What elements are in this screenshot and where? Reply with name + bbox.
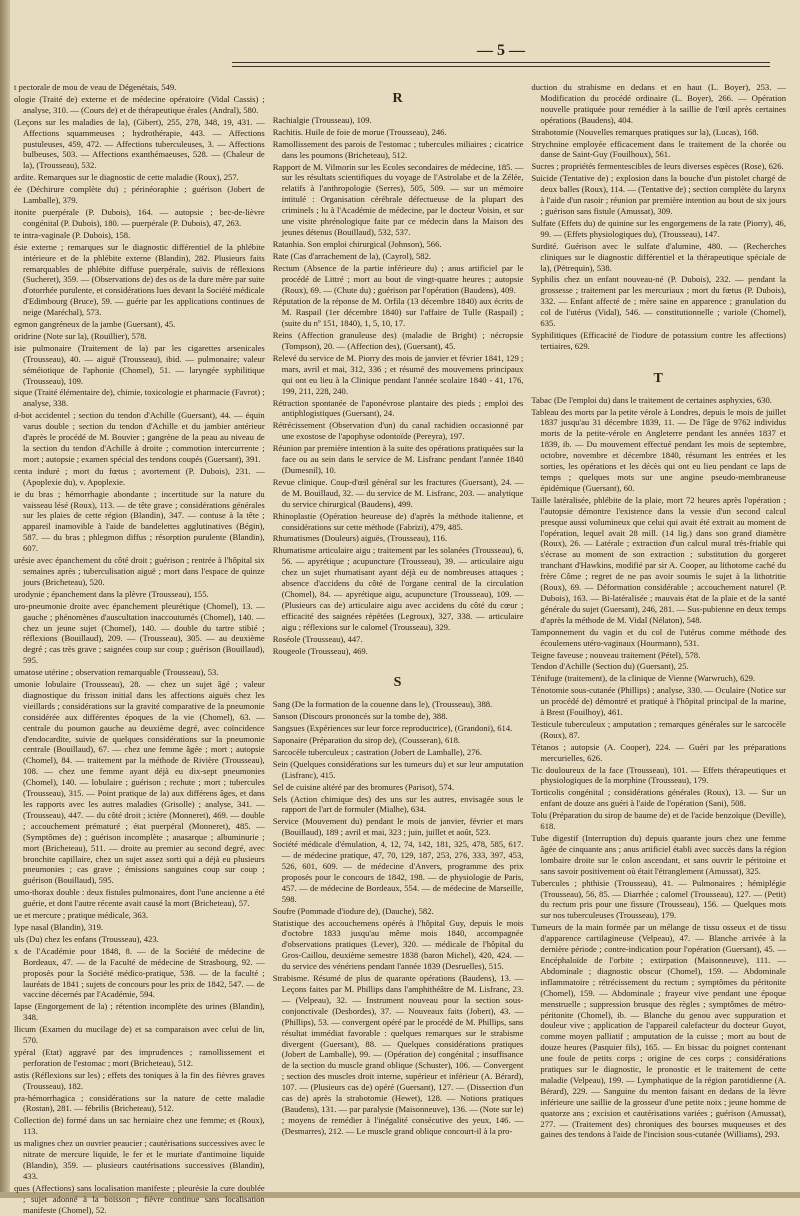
index-entry: Sang (De la formation de la couenne dans le), (Trousseau), 388. [272, 699, 493, 710]
index-entry: Rougeole (Trousseau), 469. [272, 645, 368, 656]
index-entry: d-bot accidentel ; section du tendon d'Achille (Guersant), 44. — équin varus double ; section du tendon d'Achille et du jambier antérieur d'après le procédé de M. Bouvier ; gangrène de la peau au niveau de la section du tendon d'Achille à droite ; commotion intercurrente ; mort ; autopsie ; examen spécial des tendons coupés (Guersant), 391. [14, 410, 265, 464]
index-entry: Rhumatisme articulaire aigu ; traitement par les solanées (Trousseau), 6, 56. — apyrétique ; acupuncture (Trousseau), 39. — articulaire aigu chez un sujet rhumatisant ayant déjà eu de nombreuses attaques ; absence d'accidens du côté de l'organe central de la circulation (Chomel), 84. — apyrétique aigu, acupuncture (Trousseau), 109. — (Plusieurs cas de) articulaire aigu avec accidens du côté du cœur ; efficacité des saignées répétées (Legroux), 327, 338. — articulaire aigu ; réflexions sur le calomel (Trousseau), 329. [272, 545, 524, 632]
index-entry: Sarcocèle tuberculeux ; castration (Jobert de Lamballe), 276. [272, 746, 482, 757]
index-entry: Tube digestif (Interruption du) depuis quarante jours chez une femme âgée de cinquante ans ; anus artificiel établi avec succès dans la région lombaire droite sur le colon ascendant, et sans ouvrir le péritoine et sans savoir positivement où était l'étranglement (Amussat), 325. [531, 833, 786, 876]
index-entry: Tamponnement du vagin et du col de l'utérus comme méthode des écoulemens utéro-vaginaux (Hourmann), 531. [531, 626, 786, 648]
index-entry: Syphilis chez un enfant nouveau-né (P. Dubois), 232. — pendant la grossesse ; traitement par les mercuriaux ; mort du fœtus (P. Dubois), 332. — Enfant affecté de ; mère saine en apparence ; granulation du col de l'utérus (Vidal), 546. — constitutionnelle ; variole (Chomel), 635. [531, 274, 786, 329]
index-entry: Tolu (Préparation du sirop de baume de) et de l'acide benzoïque (Deville), 618. [531, 810, 786, 832]
index-entry: itonite puerpérale (P. Dubois), 164. — autopsie ; bec-de-lièvre congénital (P. Dubois), 180. — puerpérale (P. Dubois), 47, 263. [14, 206, 265, 228]
index-entry: t pectorale de mou de veau de Dégenétais, 549. [14, 82, 177, 92]
index-entry: Sels (Action chimique des) des uns sur les autres, envisagée sous le rapport de l'art de formuler (Mialhe), 634. [272, 793, 524, 815]
index-entry: Rhumatismes (Douleurs) aiguës, (Trousseau), 116. [272, 533, 448, 544]
index-entry: Tic douloureux de la face (Trousseau), 101. — Effets thérapeutiques et physiologiques de la morphine (Trousseau), 179. [531, 764, 786, 786]
index-entry: te intra-vaginale (P. Dubois), 158. [14, 229, 131, 240]
index-entry: Rachitis. Huile de foie de morue (Trousseau), 246. [272, 126, 447, 137]
index-entry: lapse (Engorgement de la) ; rétention incomplète des urines (Blandin), 348. [14, 1001, 265, 1023]
index-entry: Ratanhia. Son emploi chirurgical (Johnson), 566. [272, 238, 442, 249]
header-rule [232, 62, 770, 63]
index-entry: ypéral (Etat) aggravé par des imprudences ; ramollissement et perforation de l'estomac ; mort (Bricheteau), 512. [14, 1046, 265, 1068]
index-entry: us malignes chez un ouvrier peaucier ; cautérisations successives avec le nitrate de mercure liquide, le fer et le muriate d'antimoine liquide (Blandin), 359. — plusieurs cautérisations successives (Blandin), 433. [14, 1138, 265, 1181]
index-entry: Strabisme. Résumé de plus de quarante opérations (Baudens), 13. — Leçons faites par M. Phillips dans l'amphithéâtre de M. Lisfranc, 23. — (Velpeau), 32. — Instrument nouveau pour la section sous-conjonctivale (Desbordes), 37. — Nouveaux faits (Jobert), 43. — (Phillips), 53. — convergent opéré par le procédé de M. Phillips, sans résultat immédiat favorable : quelques remarques sur le strabisme divergent (Guersant), 88. — Quelques considérations pratiques (Jobert de Lamballe), 99. — (Opération de) congénital ; insuffisance de la section du muscle grand oblique (Schuster), 106. — Convergent ; section des muscles droit interne, supérieur et inférieur (A. Bérard), 107. — (Plusieurs cas de) opéré (Guersant), 127. — (Dissection d'un cas de) après la strabotomie (Hewet), 128. — Notions pratiques (Baudens), 131. — par paralysie (Maisonneuve), 136. — (Note sur le) ; moyens de remédier à l'inégalité consécutive des yeux, 146. — (Desmarres), 212. — Le muscle grand oblique concourt-il à la pro- [272, 973, 524, 1136]
index-entry: Suicide (Tentative de) ; explosion dans la bouche d'un pistolet chargé de deux balles (Roux), 114. — (Tentative de) ; section complète du larynx à l'aide d'un rasoir ; réunion par première intention au bout de six jours ; guérison sans fistule (Amussat), 309. [531, 173, 786, 216]
index-entry: urésie avec épanchement du côté droit ; guérison ; rentrée à l'hôpital six semaines après ; tuberculisation aiguë ; mort dans l'espace de quinze jours (Bricheteau), 520. [14, 555, 265, 587]
index-entry: Taille latéralisée, phlébite de la plaie, mort 72 heures après l'opération ; l'autopsie démontre l'existence dans la vessie d'un second calcul presque aussi volumineux que celui qui avait été extrait au moment de l'opération, lequel avait 28 mill. (14 lig.) dans son grand diamètre (Roux), 26. — Latérale ; extraction d'un calcul mural très-friable qui s'écrase au moment de son extraction ; substitution du gorgeret tranchant d'Hawkins, modifié par sir A. Cooper, au lithotome caché du frère Côme ; regret de ne pas avoir soumis le sujet à la lithotritie (Roux), 69. — Déformation considérable ; accouchement naturel (P. Dubois), 163. — Bi-latéralisée ; mauvais état de la plaie et de la santé générale du sujet (Guersant), 246, 281. — Sus-pubienne en deux temps d'après la méthode de M. Vidal (Nélaton), 548. [531, 494, 786, 625]
index-entry: uls (Du) chez les enfans (Trousseau), 423. [14, 933, 159, 944]
index-entry: Réunion par première intention à la suite des opérations pratiquées sur la face ou au sein dans le service de M. Lisfranc pendant l'année 1840 (Dumesnil), 10. [272, 443, 524, 475]
index-entry: lype nasal (Blandin), 319. [14, 921, 104, 932]
index-entry: Sanson (Discours prononcés sur la tombe de), 388. [272, 711, 448, 722]
index-entry: Ramollissement des parois de l'estomac ; tubercules miliaires ; cicatrice dans les poumons (Bricheteau), 512. [272, 138, 524, 160]
section-s-continued-entries [531, 82, 786, 352]
index-entry: Tableau des morts par la petite vérole à Londres, depuis le mois de juillet 1837 jusqu'au 31 décembre 1839, 11. — De l'âge de 9762 individus morts de la petite-vérole en Angleterre pendant les années 1837 et 1839, ib. — Du mouvement effectué pendant les mois de septembre, octobre, novembre et décembre 1840, résumant les entrées et les sorties, les opérations et les décès qui ont eu lieu pendant ce laps de temps ; quelques mots sur une angine pseudo-membraneuse épidémique (Guersant), 60. [531, 406, 786, 493]
index-entry: (Leçons sur les maladies de la), (Gibert), 255, 278, 348, 19, 431. — Affections squammeuses ; hydrothérapie, 443. — Affections pustuleuses, 459, 472. — Affections tuberculeuses, 3. — Affections bulbeuses, 503. — Affections exanthémaeuses, 528. — (Chaleur de la), (Trousseau), 532. [14, 116, 265, 171]
index-entry: llicum (Examen du mucilage de) et sa comparaison avec celui de lin, 570. [14, 1024, 265, 1046]
index-column-left [14, 82, 265, 1215]
index-entry: Ténifuge (traitement), de la clinique de Vienne (Warwruch), 629. [531, 673, 756, 684]
page-binding-edge [0, 0, 10, 1198]
index-entry: Strychnine employée efficacement dans le traitement de la chorée ou danse de Saint-Guy (Fouilhoux), 561. [531, 138, 786, 160]
index-entry: Rhinoplastie (Opération heureuse de) d'après la méthode italienne, et considérations sur cette méthode (Fabrizi), 479, 485. [272, 510, 524, 532]
section-letter-s: S [393, 675, 403, 691]
index-entry: Statistique des accouchemens opérés à l'hôpital Guy, depuis le mois d'octobre 1833 jusqu'au même mois 1840, accompagnée d'observations pratiques (Lever), 320. — médicale de l'hôpital du Gros-Caillou, deuxième semestre 1838 (baron Michel), 420, 424. — du service des vénériens pendant l'année 1839 (Desruelles), 515. [272, 917, 524, 972]
index-entry: Rétraction spontanée de l'aponévrose plantaire des pieds ; emploi des antiphlogistiques (Guersant), 24. [272, 397, 524, 419]
page-number: — 5 — [477, 42, 525, 59]
section-letter-t: T [653, 370, 664, 386]
index-entry: Sangsues (Expériences sur leur force reproductrice), (Grandoni), 614. [272, 723, 513, 734]
index-column-right [531, 82, 786, 1182]
index-entry: duction du strabisme en dedans et en haut (L. Boyer), 253. — Modification du procédé ordinaire (L. Boyer), 266. — Opération nouvelle pratiquée pour remédier à la saillie de l'œil après certaines opérations (Baudens), 404. [531, 82, 786, 125]
index-entry: ardite. Remarques sur le diagnostic de cette maladie (Roux), 257. [14, 172, 239, 183]
section-t-entries [531, 395, 786, 1141]
index-entry: Tubercules ; phthisie (Trousseau), 41. — Pulmonaires ; hémiplégie (Trousseau), 56, 85. — Diarrhée ; calomel (Trousseau), 127. — (Petit) du rectum pris pour une fissure (Trousseau), 156. — Quelques mots sur nos tuberculeuses (Trousseau), 179. [531, 877, 786, 921]
index-entry: Ténotomie sous-cutanée (Phillips) ; analyse, 330. — Oculaire (Notice sur un procédé de) démontré et pratiqué à l'hôpital principal de la marine, à Brest (Fouilhoy), 461. [531, 685, 786, 718]
index-entry: Strabotomie (Nouvelles remarques pratiques sur la), (Lucas), 168. [531, 126, 759, 137]
index-entry: Sel de cuisine altéré par des bromures (Parisot), 574. [272, 781, 455, 792]
index-entry: Rétrécissement (Observation d'un) du canal rachidien occasionné par une exostose de l'apophyse odontoïde (Pereyra), 197. [272, 420, 524, 442]
index-entry: Sein (Quelques considérations sur les tumeurs du) et sur leur amputation (Lisfranc), 415. [272, 758, 524, 780]
index-entry: urodynie ; épanchement dans la plèvre (Trousseau), 155. [14, 588, 209, 599]
index-entry: Collection de) formé dans un sac herniaire chez une femme; et (Roux), 113. [14, 1115, 265, 1137]
index-entry: Service (Mouvement du) pendant le mois de janvier, février et mars (Bouillaud), 189 ; avril et mai, 323 ; juin, juillet et août, 523. [272, 816, 524, 838]
index-entry: Rapport de M. Vilmorin sur les Ecoles secondaires de médecine, 185. — sur les résultats scientifiques du voyage de l'Astrolabe et de la Zélée, relatifs à l'anthropologie (Serres), 505, 509. — sur un mémoire intitulé : Organisation cérébrale défectueuse de la plupart des criminels ; lu à l'Académie de médecine, par le docteur Voisin, et sur une visite phrénologique faite par ce médecin dans la Maison des jeunes détenus (Bouillaud), 532, 537. [272, 161, 524, 237]
index-entry: Teigne faveuse ; nouveau traitement (Pétel), 578. [531, 649, 701, 660]
index-entry: Tabac (De l'emploi du) dans le traitement de certaines asphyxies, 630. [531, 394, 772, 405]
index-entry: Société médicale d'émulation, 4, 12, 74, 142, 181, 325, 478, 585, 617. — de médecine pratique, 47, 70, 129, 187, 253, 276, 333, 397, 453, 526, 601, 609. — de médecine d'Anvers, programme des prix proposés pour le concours de 1842, 198. — de physiologie de Paris, 457. — de médecine de Bordeaux, 554. — de médecine de Marseille, 598. [272, 839, 524, 904]
index-entry: Tétanos ; autopsie (A. Cooper), 224. — Guéri par les préparations mercurielles, 626. [531, 741, 786, 763]
index-entry: Surdité. Guérison avec le sulfate d'alumine, 480. — (Recherches cliniques sur le diagnostic différentiel et la thérapeutique spéciale de la), (Pétrequin), 538. [531, 240, 786, 273]
index-entry: Rachialgie (Trousseau), 109. [272, 114, 372, 125]
index-column-middle [273, 82, 524, 1182]
index-entry: astis (Réflexions sur les) ; effets des toniques à la fin des fièvres graves (Trousseau), 182. [14, 1069, 265, 1091]
index-entry: Relevé du service de M. Piorry des mois de janvier et février 1841, 129 ; mars, avril et mai, 312, 336 ; et résumé des mouvemens principaux qui ont eu lieu à la Clinique pendant l'année scolaire 1840 - 41, 176, 199, 211, 228, 240. [272, 352, 524, 396]
index-entry: Rectum (Absence de la partie inférieure du) ; anus artificiel par le procédé de Littré ; mort au bout de vingt-quatre heures ; autopsie (Roux), 69. — (Chute du) ; guérison par l'opération (Baudens), 409. [272, 262, 524, 295]
index-entry: centa induré ; mort du fœtus ; avortement (P. Dubois), 231. — (Apoplexie du), v. Apoplexie. [14, 465, 265, 487]
section-s-entries [273, 699, 524, 1136]
index-entry: Tumeurs de la main formée par un mélange de tissu osseux et de tissu d'apparence cartilagineuse (Velpeau), 47. — Blanche arrivée à la dernière période ; contre-indication pour l'opération (Guersant), 45. — Encéphaloïde de l'orbite ; extirpation (Maisonneuve), 111. — Abdominale ; diagnostic obscur (Chomel), 159. — Abdominale inflammatoire ; rétrécissement du rectum ; symptômes du péritonite (Chomel), 159. — Abdominale ; frayeur vive pendant une époque menstruelle ; suppression brusque des règles ; symptômes de métro-péritonite (Chomel), ib. — Blanche du genou avec suppuration et douleur vive ; application de l'appareil calefacteur du docteur Guyot, comme moyen palliatif ; amputation de la cuisse ; mort au bout de douze heures (Pasquier fils), 165. — En bissac du poignet contenant une foule de petits corps ; origine de ces corps ; considérations pratiques sur le diagnostic, le pronostic et le traitement de cette maladie (Velpeau), 199. — Lymphatique de la région parotidienne (A. Bérard), 229. — Sanguine du menton faisant en dedans de la lèvre inférieure une saillie de la grosseur d'une petite noix ; jeune homme de quatorze ans ; excision et cautérisations variées ; guérison (Amussat), 277. — (Traitement des) chroniques des bourses muqueuses et des gaines des tendons à l'aide de l'incision sous-cutanée (Williams), 293. [531, 922, 786, 1140]
index-entry: Sulfate (Effets du) de quinine sur les engorgemens de la rate (Piorry), 46, 99. — (Effets physiologiques du), (Trousseau), 147. [531, 217, 786, 239]
index-entry: isie pulmonaire (Traitement de la) par les cigarettes arsenicales (Trousseau), 40. — aiguë (Trousseau), ibid. — pulmonaire; valeur séméiotique de l'aphonie (Chomel), 51. — laryngée syphilitique (Trousseau), 109. [14, 342, 265, 386]
index-entry: ques (Affections) sans localisation manifeste ; pleurésie la cure doublée ; sujet adonné à la boisson ; fièvre continue sans localisation manifeste (Chomel), 52. [14, 1182, 265, 1215]
index-entry: Syphilitiques (Efficacité de l'iodure de potassium contre les affections) tertiaires, 629. [531, 329, 786, 351]
index-entry: Revue clinique. Coup-d'œil général sur les fractures (Guersant), 24. — de M. Bouillaud, 32. — du service de M. Lisfranc, 203. — analytique du service chirurgical (Baudens), 499. [272, 476, 524, 509]
index-entry: ologie (Traité de) externe et de médecine opératoire (Vidal Cassis) ; analyse, 310. — (Cours de) et de thérapeutique érales (Andral), 580. [14, 93, 265, 115]
index-entry: Testicule tuberculeux ; amputation ; remarques générales sur le sarcocèle (Roux), 87. [531, 718, 786, 740]
index-entry: Tendon d'Achille (Section du) (Guersant), 25. [531, 661, 689, 672]
index-entry: ésie externe ; remarques sur le diagnostic différentiel de la phlébite intérieure et de la phlébite externe (Blandin), 282. Plusieurs faits remarquables de phlébite diffuse puerpérale, suivis de réflexions (Sucheret), 359. — (Observations de) des os de la dure mère par suite d'otorrhée purulente, et considérations lues devant la Société médicale d'Edimbourg (Bruce), 59. — guérie par les applications continues de neige (Maréchal), 573. [14, 241, 265, 318]
index-entry: oridrine (Note sur la), (Rouillier), 578. [14, 330, 147, 341]
index-entry: umonie lobulaire (Trousseau), 28. — chez un sujet âgé ; valeur diagnostique du frisson initial dans les affections aiguës chez les vieillards ; considérations sur la gravité comparative de la pneumonie considérée aux différentes époques de la vie (Chomel), 63. — centrale du poumon gauche au deuxième degré, avec coïncidence d'endocardite, suivie de quelques considérations sur la pneumonie centrale (Bouillaud), 67. — chez une femme âgée ; mort ; autopsie (Chomel), 84. — traitement par la méthode de Rivière (Trousseau), 108. — chez une femme ayant déjà eu dix-sept pneumonies (Chomel), 140. — lobulaire ; guérison ; rechute ; mort ; tubercules (Trousseau), 315. — Point pratique de la) aux différens âges, et dans les rapports avec les autres maladies (Grisolle) ; analyse, 341. — (Trousseau), 447. — du côté droit ; ictère (Monneret), 469. — double ; accouchement prématuré ; état puerpéral (Monneret), 485. — (Symptômes de) ; guérison incomplète ; anasarque ; albuminurie ; mort (Bricheteau), 511. — droite au premier au second degré, avec bronchite capillaire, chez un sujet assez sorti qui a déjà eu plusieurs pneumonies ; cas grave ; émissions sanguines coup sur coup ; guérison (Bouillaud), 595. [14, 679, 265, 886]
section-r-entries [273, 115, 524, 657]
index-entry: Roséole (Trousseau), 447. [272, 633, 363, 644]
index-columns [14, 82, 786, 1215]
index-entry: Torticolis congénital ; considérations générales (Roux), 13. — Sur un enfant de douze ans guéri à l'aide de l'opération (Sani), 508. [531, 787, 786, 809]
index-entry: ée (Déchirure complète du) ; périnéoraphie ; guérison (Jobert de Lamballe), 379. [14, 184, 265, 206]
index-entry: ue et mercure ; pratique médicale, 363. [14, 910, 149, 921]
index-entry: Sucres ; propriétés fermentescibles de leurs diverses espèces (Rose), 626. [531, 161, 784, 172]
index-entry: sique (Traité élémentaire de), chimie, toxicologie et pharmacie (Favrot) ; analyse, 338. [14, 387, 265, 409]
index-entry: umatose utérine ; observation remarquable (Trousseau), 53. [14, 667, 219, 678]
section-letter-r: R [392, 91, 404, 106]
index-entry: pra-hémorrhagica ; considérations sur la nature de cette maladie (Rostan), 281. — fébrilis (Bricheteau), 512. [14, 1092, 265, 1114]
index-entry: uro-pneumonie droite avec épanchement pleurétique (Chomel), 13. — gauche ; phénomènes d'auscultation inaccoutumés (Chomel), 140. — chez un jeune sujet (Chomel), 140. — double du tartre stibié ; réflexions (Bouillaud), 209. — (Trousseau), 305. — au deuxième degré ; cas très grave ; saignées coup sur coup ; guérison (Bouillaud), 595. [14, 600, 265, 666]
index-entry: egmon gangréneux de la jambe (Guersant), 45. [14, 319, 176, 330]
index-entry: Reins (Affection granuleuse des) (maladie de Bright) ; nécropsie (Tompson), 20. — (Affection des), (Guersant), 45. [272, 330, 524, 352]
index-entry: umo-thorax double : deux fistules pulmonaires, dont l'une ancienne a été guérie, et dont l'autre récente avait causé la mort (Bricheteau), 57. [14, 887, 265, 909]
index-entry: ie du bras ; hémorrhagie abondante ; incertitude sur la nature du vaisseau lésé (Roux), 113. — de tête grave ; considérations générales sur les plaies de cette région (Blandin), 347. — contuse à la tête ; appareil inamovible à l'aide de bandelettes agglutinatives (Bégin), 587. — du bras ; phlegmon diffus ; résorption purulente (Blandin), 607. [14, 488, 265, 554]
index-entry: Soufre (Pommade d'iodure de), (Dauche), 582. [272, 905, 434, 916]
page-header [232, 40, 770, 74]
index-entry: x de l'Académie pour 1848, 8. — de la Société de médecine de Bordeaux, 47. — de la Faculté de médecine de Strasbourg, 92. — proposés pour la Société médico-pratique, 538. — de la faculté ; lauréats de 1841 ; sujets de concours pour les prix de 1842, 547. — de vaccine décernés par l'Académie, 594. [14, 945, 265, 1000]
index-entry: Saponaire (Préparation du sirop de), (Cousseran), 618. [272, 735, 461, 746]
header-rule-double [232, 66, 770, 67]
index-entry: Réputation de la réponse de M. Orfila (13 décembre 1840) aux écrits de M. Raspail (1er décembre 1840) sur l'affaire de Tulle (Raspail) ; (suite du nº 151, 1840), 1, 5, 10, 17. [272, 296, 524, 329]
index-entry: Rate (Cas d'arrachement de la), (Cayrol), 582. [272, 250, 432, 261]
